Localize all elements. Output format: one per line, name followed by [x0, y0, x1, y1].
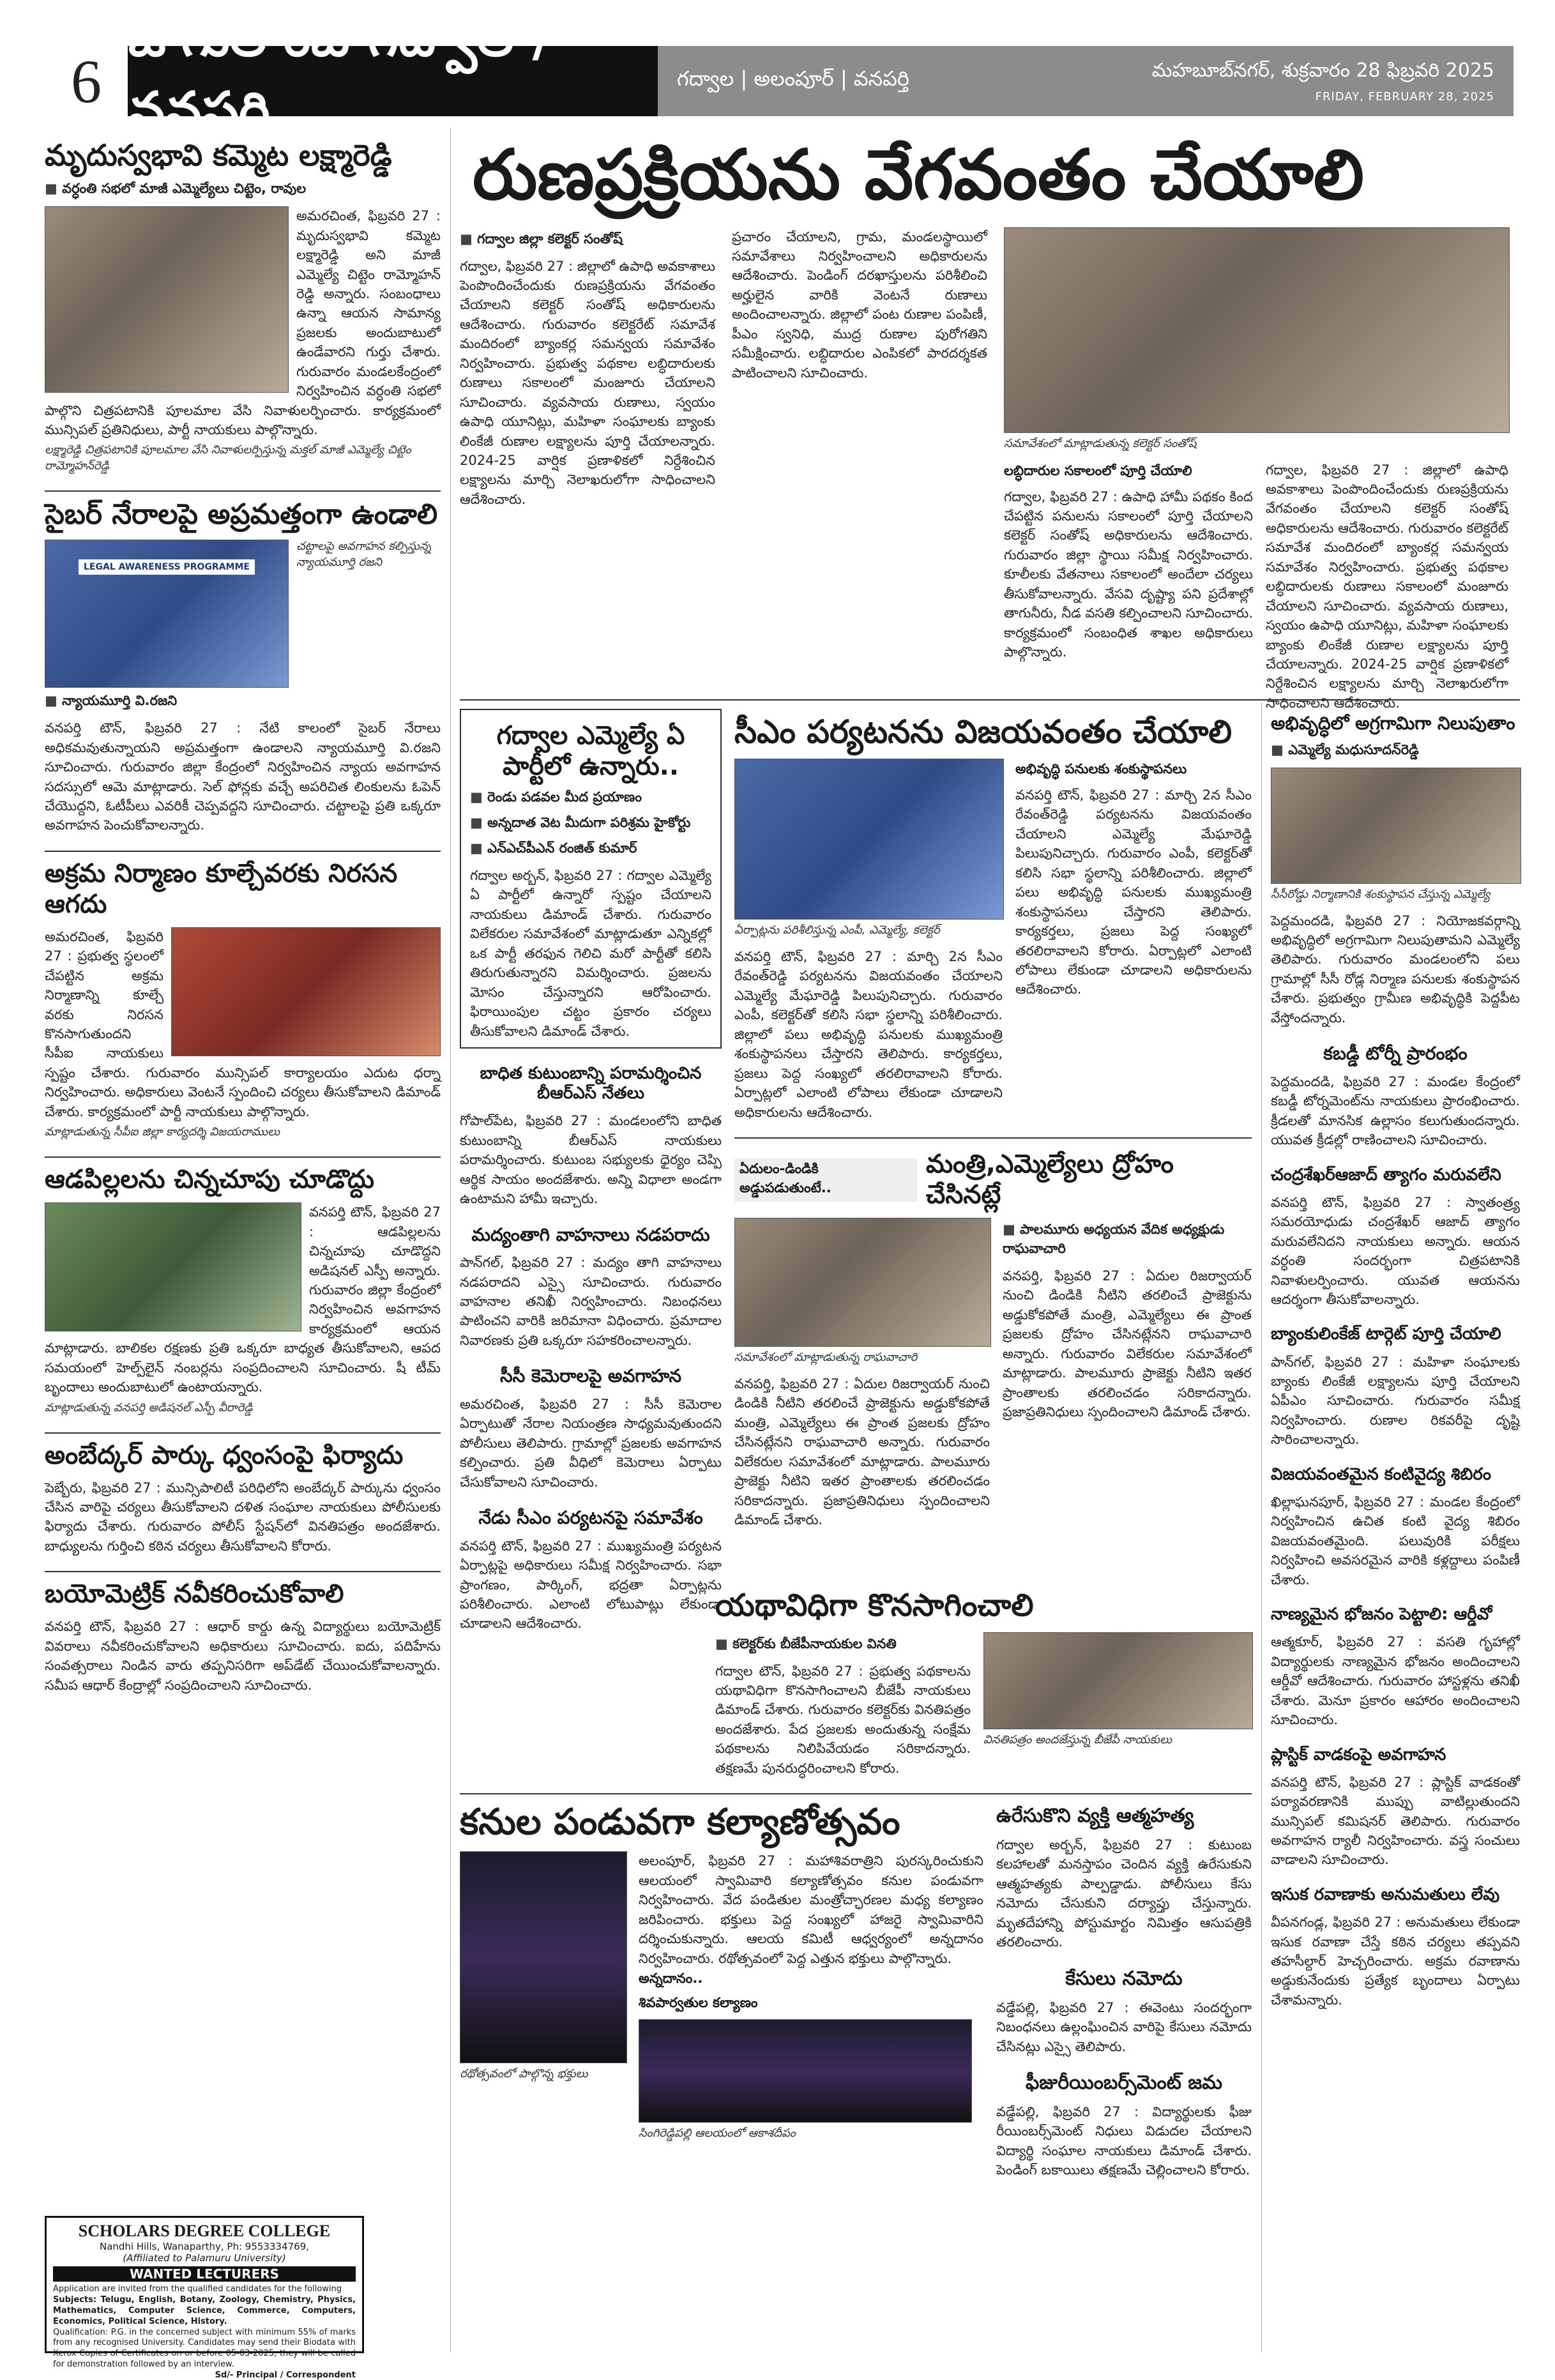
story-body: గద్వాల, ఫిబ్రవరి 27 : జిల్లాలో ఉపాధి అవకాశాలు పెంపొందించేందుకు రుణప్రక్రియను వేగవంతం చేయాలని కలెక్టర్ సంతోష్ అధికారులను ఆదేశించారు. గురువారం కలెక్టరేట్ సమావేశ మందిరంలో బ్యాంకర్ల సమన్వయ సమావేశం నిర్వహించారు. ప్రభుత్వ పథకాల లబ్ధిదారులకు రుణాలు సకాలంలో మంజూరు చేయాలని సూచించారు. వ్యవసాయ రుణాలు, స్వయం ఉపాధి యూనిట్లు, మహిళా సంఘాలకు బ్యాంకు లింకేజీ రుణాల లక్ష్యాలను పూర్తి చేయాలన్నారు. 2024-25 వార్షిక ప్రణాళికలో నిర్దేశించిన లక్ష్యాలను మార్చి నెలాఖరులోగా సాధించాలని ఆదేశించారు.: [1266, 462, 1508, 711]
story-body: వనపర్తి టౌన్, ఫిబ్రవరి 27 : ఆడపిల్లలను చిన్నచూపు చూడొద్దని అడిషనల్ ఎస్పీ అన్నారు. గురువారం జిల్లా కేంద్రంలో నిర్వహించిన అవగాహన కార్యక్రమంలో ఆయన మాట్లాడారు. బాలికల రక్షణకు ప్రతి ఒక్కరూ బాధ్యత తీసుకోవాలని, ఆపద సమయంలో హెల్ప్‌లైన్ నంబర్లను సంప్రదించాలని సూచించారు. షీ టీమ్ బృందాలు అందుబాటులో ఉంటాయన్నారు.: [45, 1204, 441, 1395]
photo-caption: ఏర్పాట్లను పరిశీలిస్తున్న ఎంపీ, ఎమ్మెల్యే, కలెక్టర్: [734, 923, 940, 937]
story-biometric: [45, 1579, 441, 1695]
story-body: ఆత్మకూర్, ఫిబ్రవరి 27 : వసతి గృహాల్లో విద్యార్థులకు నాణ్యమైన భోజనం అందించాలని ఆర్డీవో ఆదేశించారు. గురువారం హాస్టళ్లను తనిఖీ చేశారు. మెనూ ప్రకారం ఆహారం అందించాలని సూచించారు.: [1271, 1634, 1520, 1728]
kalyanam-left: [460, 1851, 626, 2150]
story-liquor: [460, 1224, 722, 1351]
story-body: వడ్డేపల్లి, ఫిబ్రవరి 27 : ఈవెంటు సందర్భంగా నిబంధనలు ఉల్లంఘించిన వారిపై కేసులు నమోదు చేసినట్లు ఎస్సై తెలిపారు.: [996, 1999, 1252, 2054]
ministers-left: [734, 1218, 990, 1530]
story-body: వనపర్తి టౌన్, ఫిబ్రవరి 27 : ముఖ్యమంత్రి పర్యటన ఏర్పాట్లపై అధికారులు సమీక్ష నిర్వహించారు. సభా ప్రాంగణం, పార్కింగ్, భద్రతా ఏర్పాట్లను పరిశీలించారు. ఎలాంటి లోటుపాట్లు లేకుండా చూడాలని ఆదేశించారు.: [460, 1538, 722, 1632]
headline: చంద్రశేఖర్‌ఆజాద్ త్యాగం మరువలేని: [1271, 1165, 1501, 1185]
story-body: గద్వాల, ఫిబ్రవరి 27 : జిల్లాలో ఉపాధి అవకాశాలు పెంపొందించేందుకు రుణప్రక్రియను వేగవంతం చేయాలని కలెక్టర్ సంతోష్ అధికారులను ఆదేశించారు. గురువారం కలెక్టరేట్ సమావేశ మందిరంలో బ్యాంకర్ల సమన్వయ సమావేశం నిర్వహించారు. ప్రభుత్వ పథకాల లబ్ధిదారులకు రుణాలు సకాలంలో మంజూరు చేయాలని సూచించారు. వ్యవసాయ రుణాలు, స్వయం ఉపాధి యూనిట్లు, మహిళా సంఘాలకు బ్యాంకు లింకేజీ రుణాల లక్ష్యాలను పూర్తి చేయాలన్నారు. 2024-25 వార్షిక ప్రణాళికలో నిర్దేశించిన లక్ష్యాలను మార్చి నెలాఖరులోగా సాధించాలని ఆదేశించారు.: [460, 258, 715, 507]
headline: కేసులు నమోదు: [1065, 1967, 1183, 1990]
mid-center-column: [734, 709, 1252, 1577]
ad-signature: Sd/- Principal / Correspondent: [215, 2370, 356, 2380]
photo-caption: చట్టాలపై అవగాహన కల్పిస్తున్న న్యాయమూర్తి రజని: [296, 540, 431, 570]
lead-subcols: [1004, 460, 1515, 713]
photo-caption: సీసీరోడ్డు నిర్మాణానికి శంకుస్థాపన చేస్తున్న ఎమ్మెల్యే: [1271, 887, 1491, 901]
story-body: పాన్‌గల్, ఫిబ్రవరి 27 : మహిళా సంఘాలకు బ్యాంకు లింకేజీ లక్ష్యాలను పూర్తి చేయాలని ఏపీఎం సూచించారు. గురువారం సమీక్ష నిర్వహించారు. రుణాల రికవరీపై దృష్టి సారించాలన్నారు.: [1271, 1354, 1520, 1448]
subhead: అభివృద్ధి పనులకు శంకుస్థాపనలు: [1015, 761, 1187, 777]
headline: బాధిత కుటుంబాన్ని పరామర్శించిన బీఆర్‌ఎస్ నేతలు: [480, 1063, 702, 1103]
story-body: పెబ్బేరు, ఫిబ్రవరి 27 : మున్సిపాలిటీ పరిధిలోని అంబేద్కర్ పార్కును ధ్వంసం చేసిన వారిపై చర్యలు తీసుకోవాలని దళిత సంఘాల నాయకులు పోలీసులకు ఫిర్యాదు చేశారు. గురువారం పోలీస్ స్టేషన్‌లో వినతిపత్రం అందజేశారు. బాధ్యులను గుర్తించి కఠిన చర్యలు తీసుకోవాలని కోరారు.: [45, 1480, 441, 1554]
left-column: [45, 134, 441, 2209]
kicker: ఏదులం-డిండికి అడ్డుపడుతుంటే..: [734, 1158, 917, 1202]
photo-caption: సమావేశంలో మాట్లాడుతున్న కలెక్టర్ సంతోష్: [1004, 436, 1197, 450]
photo-caption: మాట్లాడుతున్న వనపర్తి అడిషనల్ ఎస్పీ వీరారెడ్డి: [45, 1400, 253, 1414]
divider: [460, 1793, 1252, 1794]
story-body: వనపర్తి, ఫిబ్రవరి 27 : ఏదుల రిజర్వాయర్ నుంచి డిండికి నీటిని తరలించే ప్రాజెక్టును అడ్డుకోకపోతే మంత్రి, ఎమ్మెల్యేలు ఈ ప్రాంత ప్రజలకు ద్రోహం చేసినట్లేనని రాఘవాచారి అన్నారు. గురువారం విలేకరుల సమావేశంలో మాట్లాడారు. పాలమూరు ప్రాజెక్టు నీటిని ఇతర ప్రాంతాలకు తరలించడం సరికాదన్నారు. ప్రజాప్రతినిధులు స్పందించాలని డిమాండ్ చేశారు.: [734, 1376, 990, 1527]
story-body: వనపర్తి టౌన్, ఫిబ్రవరి 27 : నేటి కాలంలో సైబర్ నేరాలు అధికమవుతున్నాయని అప్రమత్తంగా ఉండాలని న్యాయమూర్తి వి.రజని సూచించారు. గురువారం జిల్లా కేంద్రంలో నిర్వహించిన న్యాయ అవగాహన సదస్సులో ఆమె మాట్లాడారు. సెల్ ఫోన్లకు వచ్చే అపరిచిత లింకులను ఓపెన్ చేయొద్దని, ఓటీపీలు ఎవరికీ చెప్పవద్దని సూచించారు. చట్టాలపై ప్రతి ఒక్కరూ అవగాహన పెంచుకోవాలన్నారు.: [45, 720, 441, 833]
story-body: పెద్దమందడి, ఫిబ్రవరి 27 : మండల కేంద్రంలో కబడ్డీ టోర్నమెంట్‌ను నాయకులు ప్రారంభించారు. క్రీడలతో మానసిక ఉల్లాసం కలుగుతుందన్నారు. యువత క్రీడల్లో రాణించాలని సూచించారు.: [1271, 1073, 1520, 1148]
photo-caption: వినతిపత్రం అందజేస్తున్న బీజేపీ నాయకులు: [983, 1732, 1172, 1747]
cotton-left: [715, 1632, 971, 1778]
headline: బ్యాంకులింకేజ్ టార్గెట్ పూర్తి చేయాలి: [1271, 1324, 1501, 1344]
story-body: పెద్దమందడి, ఫిబ్రవరి 27 : నియోజకవర్గాన్ని అభివృద్ధిలో అగ్రగామిగా నిలుపుతామని ఎమ్మెల్యే తెలిపారు. గురువారం మండలంలోని పలు గ్రామాల్లో సీసీ రోడ్ల నిర్మాణ పనులకు శంకుస్థాపన చేశారు. ప్రభుత్వం గ్రామీణ అభివృద్ధికి పెద్దపీట వేస్తోందన్నారు.: [1271, 913, 1520, 1026]
headline: ఉరేసుకొని వ్యక్తి ఆత్మహత్య: [996, 1805, 1194, 1827]
story-case: [996, 1967, 1252, 2056]
divider: [45, 1156, 441, 1158]
date-telugu: మహబూబ్‌నగర్, శుక్రవారం 28 ఫిబ్రవరి 2025: [1151, 59, 1494, 82]
headline: ఆడపిల్లలను చిన్నచూపు చూడొద్దు: [45, 1165, 375, 1195]
ministers-head: [734, 1145, 1252, 1218]
headline: అక్రమ నిర్మాణం కూల్చేవరకు నిరసన ఆగదు: [45, 858, 398, 919]
divider: [45, 1571, 441, 1572]
ministers-right: [1003, 1218, 1252, 1530]
page-number: 6: [71, 47, 102, 116]
kalyanam-cols: [460, 1851, 983, 2150]
mid-left-column: [460, 709, 722, 1632]
photo-caption: రథోత్సవంలో పాల్గొన్న భక్తులు: [460, 2067, 588, 2081]
lead-headline: రుణప్రక్రియను వేగవంతం చేయాలి: [473, 135, 1364, 215]
ad-wanted: WANTED LECTURERS: [53, 2266, 356, 2282]
headline: సీఎం పర్యటనను విజయవంతం చేయాలి: [734, 713, 1232, 750]
photo-caption: సమావేశంలో మాట్లాడుతున్న రాఘవాచారి: [734, 1350, 918, 1364]
story-ministers: [734, 1145, 1252, 1530]
story-body: వనపర్తి టౌన్, ఫిబ్రవరి 27 : ఆధార్ కార్డు ఉన్న విద్యార్థులు బయోమెట్రిక్ వివరాలు నవీకరించుకోవాలని అధికారులు సూచించారు. ఐదు, పదిహేను సంవత్సరాలు నిండిన వారు తప్పనిసరిగా అప్‌డేట్ చేయించుకోవాలన్నారు. సమీప ఆధార్ కేంద్రాల్లో సంప్రదించాలని సూచించారు.: [45, 1619, 441, 1693]
story-body: పాన్‌గల్, ఫిబ్రవరి 27 : మద్యం తాగి వాహనాలు నడపరాదని ఎస్సై సూచించారు. గురువారం వాహనాల తనిఖీ నిర్వహించారు. నిబంధనలు పాటించని వారికి జరిమానా విధించారు. ప్రమాదాల నివారణకు ప్రతి ఒక్కరూ సహకరించాలన్నారు.: [460, 1255, 722, 1348]
cotton-cols: [715, 1632, 1252, 1778]
story-body: అమరచింత, ఫిబ్రవరి 27 : సీసీ కెమెరాల ఏర్పాటుతో నేరాల నియంత్రణ సాధ్యమవుతుందని పోలీసులు తెలిపారు. గ్రామాల్లో ప్రజలకు అవగాహన కల్పించారు. ప్రతి వీధిలో కెమెరాలు ఏర్పాటు చేసుకోవాలని సూచించారు.: [460, 1396, 722, 1490]
headline: ఫీజురీయింబర్స్‌మెంట్ జమ: [1025, 2071, 1223, 2094]
story-victims: [460, 1064, 722, 1209]
story-girls: [45, 1164, 441, 1416]
bullet: ■ రెండు పడవల మీద ప్రయాణం: [470, 789, 711, 808]
lead-col-1: [460, 227, 715, 713]
story-development: [1271, 713, 1520, 1027]
story-ambedkar: [45, 1440, 441, 1556]
subheadline: ■ వర్ధంతి సభలో మాజీ ఎమ్మెల్యేలు చిట్టెం, రావుల: [45, 181, 441, 200]
story-body: అమరచింత, ఫిబ్రవరి 27 : మృదుస్వభావి కమ్మెట లక్ష్మారెడ్డి అని మాజీ ఎమ్మెల్యే చిట్టెం రామ్మోహన్ రెడ్డి అన్నారు. సంబంధాలు ఉన్నా ఆయన సామాన్య ప్రజలకు అందుబాటులో ఉండేవారని గుర్తు చేశారు. గురువారం మండలకేంద్రంలో నిర్వహించిన వర్ధంతి సభలో పాల్గొని చిత్రపటానికి పూలమాల వేసి నివాళులర్పించారు. కార్యక్రమంలో మున్సిపల్ ప్రతినిధులు, పార్టీ నాయకులు పాల్గొన్నారు.: [45, 208, 441, 437]
photo-caption: సింగిరెడ్డిపల్లి ఆలయంలో ఆకాశదీపం: [639, 2126, 796, 2141]
byline: ■ న్యాయమూర్తి వి.రజని: [45, 693, 441, 712]
subhead: అన్నదానం..: [639, 1971, 703, 1987]
right-column: [1271, 709, 1520, 2356]
headline: మంత్రి,ఎమ్మెల్యేలు ద్రోహం చేసినట్లే: [925, 1149, 1174, 1209]
awareness-photo: [45, 1202, 301, 1331]
headline: ఇసుక రవాణాకు అనుమతులు లేవు: [1271, 1884, 1500, 1904]
photo-caption: లక్ష్మారెడ్డి చిత్రపటానికి పూలమాల వేసి నివాళులర్పిస్తున్న మక్తల్ మాజీ ఎమ్మెల్యే చిట్టెం రామ్మోహన్‌రెడ్డి: [45, 443, 411, 473]
divider: [45, 1432, 441, 1434]
cm-visit-cols: [734, 759, 1252, 1122]
story-fee: [996, 2072, 1252, 2180]
akasha-deepam-photo: [639, 2019, 972, 2123]
story-body: గద్వాల, ఫిబ్రవరి 27 : ఉపాధి హామీ పథకం కింద చేపట్టిన పనులను సకాలంలో పూర్తి చేయాలని కలెక్టర్ సంతోష్ అధికారులను ఆదేశించారు. గురువారం జిల్లా స్థాయి సమీక్ష నిర్వహించారు. కూలీలకు వేతనాలు సకాలంలో అందేలా చర్యలు తీసుకోవాలన్నారు. వేసవి దృష్ట్యా పని ప్రదేశాల్లో తాగునీరు, నీడ వసతి కల్పించాలని సూచించారు. కార్యక్రమంలో సంబంధిత శాఖల అధికారులు పాల్గొన్నారు.: [1004, 489, 1253, 660]
headline: విజయవంతమైన కంటివైద్య శిబిరం: [1271, 1464, 1492, 1484]
banner-text: LEGAL AWARENESS PROGRAMME: [79, 559, 255, 575]
college-advertisement: [45, 2216, 364, 2380]
story-chandrashekar: [1271, 1165, 1520, 1310]
byline: ■ ఎన్‌ఎచ్‌పీఎన్ రంజిత్ కుమార్: [470, 840, 711, 860]
dateline: [1152, 59, 1494, 103]
story-body: గద్వాల అర్బన్, ఫిబ్రవరి 27 : కుటుంబ కలహాలతో మనస్తాపం చెందిన వ్యక్తి ఉరేసుకుని ఆత్మహత్యకు పాల్పడ్డాడు. పోలీసులు కేసు నమోదు చేసుకుని దర్యాప్తు చేస్తున్నారు. మృతదేహాన్ని పోస్టుమార్టం నిమిత్తం ఆసుపత్రికి తరలించారు.: [996, 1837, 1252, 1950]
headline: నాణ్యమైన భోజనం పెట్టాలి: ఆర్డీవో: [1271, 1605, 1492, 1625]
headline: నేడు సీఎం పర్యటనపై సమావేశం: [478, 1507, 703, 1529]
meeting-photo: [1004, 227, 1510, 433]
story-camp: [1271, 1465, 1520, 1589]
story-body: వడ్డేపల్లి, ఫిబ్రవరి 27 : విద్యార్థులకు ఫీజు రీయింబర్స్‌మెంట్ నిధులు విడుదల చేయాలని విద్యార్థి సంఘాల నాయకులు డిమాండ్ చేశారు. పెండింగ్ బకాయిలు తక్షణమే చెల్లించాలని కోరారు.: [996, 2103, 1252, 2178]
story-body: ప్రచారం చేయాలని, గ్రామ, మండలస్థాయిలో సమావేశాలు నిర్వహించాలని అధికారులను ఆదేశించారు. పెండింగ్ దరఖాస్తులను పరిశీలించి అర్హులైన వారికి వెంటనే రుణాలు అందించాలన్నారు. జిల్లాలో పంట రుణాల పంపిణీ, పీఎం స్వనిధి, ముద్ర రుణాల పురోగతిని సమీక్షించారు. లబ్ధిదారుల ఎంపికలో పారదర్శకత పాటించాలని సూచించారు.: [732, 229, 987, 381]
story-mla: [460, 709, 722, 1049]
ad-title: SCHOLARS DEGREE COLLEGE: [78, 2222, 331, 2240]
divider: [45, 851, 441, 852]
ad-subjects: Subjects: Telugu, English, Botany, Zoology, Chemistry, Physics, Mathematics, Computer Science, Commerce, Computers, Economics, Political Science, History.: [53, 2294, 356, 2326]
story-body: వనపర్తి టౌన్, ఫిబ్రవరి 27 : మార్చి 2న సీఎం రేవంత్‌రెడ్డి పర్యటనను విజయవంతం చేయాలని ఎమ్మెల్యే మేఘారెడ్డి పిలుపునిచ్చారు. గురువారం ఎంపీ, కలెక్టర్‌తో కలిసి సభా స్థలాన్ని పరిశీలించారు. జిల్లాలో పలు అభివృద్ధి పనులకు ముఖ్యమంత్రి శంకుస్థాపనలు చేస్తారని తెలిపారు. కార్యకర్తలు, ప్రజలు పెద్ద సంఖ్యలో తరలిరావాలని కోరారు. ఏర్పాట్లలో ఎలాంటి లోపాలు లేకుండా చూడాలని అధికారులను ఆదేశించారు.: [734, 949, 1003, 1120]
story-body: వనపర్తి టౌన్, ఫిబ్రవరి 27 : మార్చి 2న సీఎం రేవంత్‌రెడ్డి పర్యటనను విజయవంతం చేయాలని ఎమ్మెల్యే మేఘారెడ్డి పిలుపునిచ్చారు. గురువారం ఎంపీ, కలెక్టర్‌తో కలిసి సభా స్థలాన్ని పరిశీలించారు. జిల్లాలో పలు అభివృద్ధి పనులకు ముఖ్యమంత్రి శంకుస్థాపనలు చేస్తారని తెలిపారు. కార్యకర్తలు, ప్రజలు పెద్ద సంఖ్యలో తరలిరావాలని కోరారు. ఏర్పాట్లలో ఎలాంటి లోపాలు లేకుండా చూడాలని అధికారులను ఆదేశించారు.: [1015, 787, 1252, 997]
lead-story: [460, 134, 1520, 711]
story-kalyanam: [460, 1801, 983, 2150]
story-cctv: [460, 1365, 722, 1492]
cm-visit-left: [734, 759, 1003, 1122]
story-kabaddi: [1271, 1043, 1520, 1149]
subheadline: ■ ఎమ్మెల్యే మధుసూదన్‌రెడ్డి: [1271, 742, 1520, 761]
divider: [45, 490, 441, 492]
lead-subcol-b: [1266, 460, 1508, 713]
subhead: లబ్ధిదారుల సకాలంలో పూర్తి చేయాలి: [1004, 462, 1192, 478]
byline: ■ కలెక్టర్‌కు బీజేపీనాయకుల వినతి: [715, 1636, 971, 1655]
headline: అభివృద్ధిలో అగ్రగామిగా నిలుపుతాం: [1271, 713, 1515, 734]
story-body: వనపర్తి టౌన్, ఫిబ్రవరి 27 : ప్లాస్టిక్ వాడకంతో పర్యావరణానికి ముప్పు వాటిల్లుతుందని మున్సిపల్ కమిషనర్ తెలిపారు. గురువారం అవగాహన ర్యాలీ నిర్వహించారు. వస్త్ర సంచులు వాడాలని సూచించారు.: [1271, 1774, 1520, 1868]
subheadline: ■ పాలమూరు అధ్యయన వేదిక అధ్యక్షుడు రాఘవాచారి: [1003, 1222, 1252, 1260]
masthead: [45, 8, 1513, 142]
headline: యథావిధిగా కొనసాగించాలి: [715, 1588, 1034, 1623]
story-mealbag: [1271, 1605, 1520, 1729]
bullet: ■ అన్నదాత వెట మీదుగా పరిశ్రమ హైకోర్టు: [470, 815, 711, 834]
story-cotton: [715, 1588, 1252, 1778]
kalyanam-right: [639, 1851, 983, 2150]
cotton-right: [983, 1632, 1252, 1778]
chariot-photo: [460, 1851, 627, 2063]
story-bank-target: [1271, 1324, 1520, 1449]
protest-photo: [171, 927, 441, 1056]
lower-right-center: [996, 1801, 1252, 2356]
inspection-photo: [734, 759, 1004, 920]
lead-col-3: [1004, 227, 1515, 713]
masthead-info: [658, 46, 1513, 116]
story-plastic: [1271, 1745, 1520, 1870]
lead-subcol-a: [1004, 460, 1253, 713]
headline: కబడ్డీ టోర్నీ ప్రారంభం: [1323, 1043, 1468, 1065]
column-rule: [450, 128, 451, 2352]
legal-awareness-photo: [45, 540, 289, 688]
headline: సీసీ కెమెరాలపై అవగాహన: [500, 1365, 681, 1387]
petition-photo: [983, 1632, 1253, 1729]
divider: [734, 1137, 1252, 1139]
press-meet-photo: [734, 1218, 991, 1347]
date-english: FRIDAY, FEBRUARY 28, 2025: [1315, 89, 1494, 103]
ministers-cols: [734, 1218, 1252, 1530]
story-cyber: [45, 498, 441, 835]
section-title: జోగులాంబ గద్వాల / వనపర్తి: [128, 46, 658, 116]
divider: [460, 699, 1520, 701]
story-kammeta: [45, 138, 441, 475]
headline: గద్వాల ఎమ్మెల్యే ఏ పార్టీలో ఉన్నారు..: [496, 721, 685, 781]
headline: అంబేద్కర్ పార్కు ధ్వంసంపై ఫిర్యాదు: [45, 1440, 404, 1470]
lead-columns: [460, 227, 1520, 713]
story-cm-visit: [734, 713, 1252, 1122]
photo-caption: మాట్లాడుతున్న సీపీఐ జిల్లా కార్యదర్శి విజయరాములు: [45, 1125, 280, 1139]
headline: బయోమెట్రిక్ నవీకరించుకోవాలి: [45, 1579, 344, 1609]
story-body: వనపర్తి, ఫిబ్రవరి 27 : ఏదుల రిజర్వాయర్ నుంచి డిండికి నీటిని తరలించే ప్రాజెక్టును అడ్డుకోకపోతే మంత్రి, ఎమ్మెల్యేలు ఈ ప్రాంత ప్రజలకు ద్రోహం చేసినట్లేనని రాఘవాచారి అన్నారు. గురువారం విలేకరుల సమావేశంలో మాట్లాడారు. పాలమూరు ప్రాజెక్టు నీటిని ఇతర ప్రాంతాలకు తరలించడం సరికాదన్నారు. ప్రజాప్రతినిధులు స్పందించాలని డిమాండ్ చేశారు.: [1003, 1268, 1252, 1420]
column-rule: [1261, 702, 1262, 2352]
headline: మద్యంతాగి వాహనాలు నడపరాదు: [471, 1224, 710, 1245]
story-illegal: [45, 858, 441, 1141]
ad-affiliation: (Affiliated to Palamuru University): [123, 2252, 286, 2264]
story-body: గద్వాల టౌన్, ఫిబ్రవరి 27 : ప్రభుత్వ పథకాలను యథావిధిగా కొనసాగించాలని బీజేపీ నాయకులు డిమాండ్ చేశారు. గురువారం కలెక్టర్‌కు వినతిపత్రం అందజేశారు. పేద ప్రజలకు అందుతున్న సంక్షేమ పథకాలను నిలిపివేయడం సరికాదన్నారు. తక్షణమే పునరుద్ధరించాలని కోరారు.: [715, 1663, 971, 1776]
story-body: వీపనగండ్ల, ఫిబ్రవరి 27 : అనుమతులు లేకుండా ఇసుక రవాణా చేస్తే కఠిన చర్యలు తప్పవని తహసీల్దార్ హెచ్చరించారు. అక్రమ రవాణాను అడ్డుకునేందుకు ప్రత్యేక బృందాలు ఏర్పాటు చేశామన్నారు.: [1271, 1914, 1520, 2008]
story-body: వనపర్తి టౌన్, ఫిబ్రవరి 27 : స్వాతంత్ర్య సమరయోధుడు చంద్రశేఖర్ ఆజాద్ త్యాగం మరువలేనిదని నాయకులు అన్నారు. ఆయన వర్ధంతి సందర్భంగా చిత్రపటానికి నివాళులర్పించారు. యువత ఆయనను ఆదర్శంగా తీసుకోవాలన్నారు.: [1271, 1194, 1520, 1307]
headline: ప్లాస్టిక్ వాడకంపై అవగాహన: [1271, 1745, 1446, 1764]
foundation-photo: [1271, 768, 1521, 884]
story-body: అమరచింత, ఫిబ్రవరి 27 : ప్రభుత్వ స్థలంలో చేపట్టిన అక్రమ నిర్మాణాన్ని కూల్చే వరకు నిరసన కొనసాగుతుందని సీపీఐ నాయకులు స్పష్టం చేశారు. గురువారం మున్సిపల్ కార్యాలయం ఎదుట ధర్నా నిర్వహించారు. అధికారులు వెంటనే స్పందించి చర్యలు తీసుకోవాలని డిమాండ్ చేశారు. కార్యక్రమంలో పార్టీ నాయకులు పాల్గొన్నారు.: [45, 929, 441, 1119]
story-body: అలంపూర్, ఫిబ్రవరి 27 : మహాశివరాత్రిని పురస్కరించుకుని ఆలయంలో స్వామివారి కల్యాణోత్సవం కనుల పండువగా నిర్వహించారు. వేద పండితుల మంత్రోచ్ఛారణల మధ్య కల్యాణం జరిపించారు. భక్తులు పెద్ద సంఖ్యలో హాజరై స్వామివారిని దర్శించుకున్నారు. ఆలయ కమిటీ ఆధ్వర్యంలో అన్నదానం నిర్వహించారు. రథోత్సవంలో పెద్ద ఎత్తున భక్తులు పాల్గొన్నారు.: [639, 1853, 983, 1966]
headline: సైబర్ నేరాలపై అప్రమత్తంగా ఉండాలి: [45, 498, 438, 531]
places-line: గద్వాల | అలంపూర్ | వనపర్తి: [677, 66, 909, 91]
story-body: గద్వాల అర్బన్, ఫిబ్రవరి 27 : గద్వాల ఎమ్మెల్యే ఏ పార్టీలో ఉన్నారో స్పష్టం చేయాలని నాయకులు డిమాండ్ చేశారు. గురువారం విలేకరుల సమావేశంలో మాట్లాడుతూ ఎన్నికల్లో ఒక పార్టీ తరఫున గెలిచి మరో పార్టీతో కలిసి తిరుగుతున్నారని విమర్శించారు. ప్రజలను మోసం చేస్తున్నారని ఆరోపించారు. ఫిరాయింపుల చట్టం ప్రకారం చర్యలు తీసుకోవాలని డిమాండ్ చేశారు.: [470, 868, 711, 1039]
byline: ■ గద్వాల జిల్లా కలెక్టర్ సంతోష్: [460, 231, 715, 250]
story-sand: [1271, 1885, 1520, 2010]
story-body: ఖిల్లాఘనపూర్, ఫిబ్రవరి 27 : మండల కేంద్రంలో నిర్వహించిన ఉచిత కంటి వైద్య శిబిరం విజయవంతమైంది. పలువురికి పరీక్షలు నిర్వహించి అవసరమైన వారికి కళ్లద్దాలు పంపిణీ చేశారు.: [1271, 1494, 1520, 1588]
ad-address: Nandhi Hills, Wanaparthy, Ph: 9553334769,: [99, 2241, 310, 2252]
cm-visit-right: [1015, 759, 1252, 1122]
ad-qualification: Qualification: P.G. in the concerned subject with minimum 55% of marks from any recognised University. Candidates may send their Biodata with Xerox Copies of Certificates on or before 05-03-2025, they will be called for demonstration followed by an interview.: [53, 2327, 356, 2370]
subhead: శివపార్వతుల కల్యాణం: [639, 1995, 758, 2011]
headline: కనుల పండువగా కల్యాణోత్సవం: [460, 1801, 900, 1844]
headline: మృదుస్వభావి కమ్మెట లక్ష్మారెడ్డి: [45, 138, 392, 172]
story-suicide: [996, 1805, 1252, 1952]
lead-col-2: [732, 227, 987, 713]
story-body: గోపాల్‌పేట, ఫిబ్రవరి 27 : మండలంలోని బాధిత కుటుంబాన్ని బీఆర్ఎస్ నాయకులు పరామర్శించారు. కుటుంబ సభ్యులకు ధైర్యం చెప్పి ఆర్థిక సాయం అందజేశారు. అన్ని విధాలా అండగా ఉంటామని హామీ ఇచ్చారు.: [460, 1113, 722, 1207]
ad-intro: Application are invited from the qualified candidates for the following: [53, 2284, 342, 2294]
tribute-photo: [45, 206, 289, 393]
